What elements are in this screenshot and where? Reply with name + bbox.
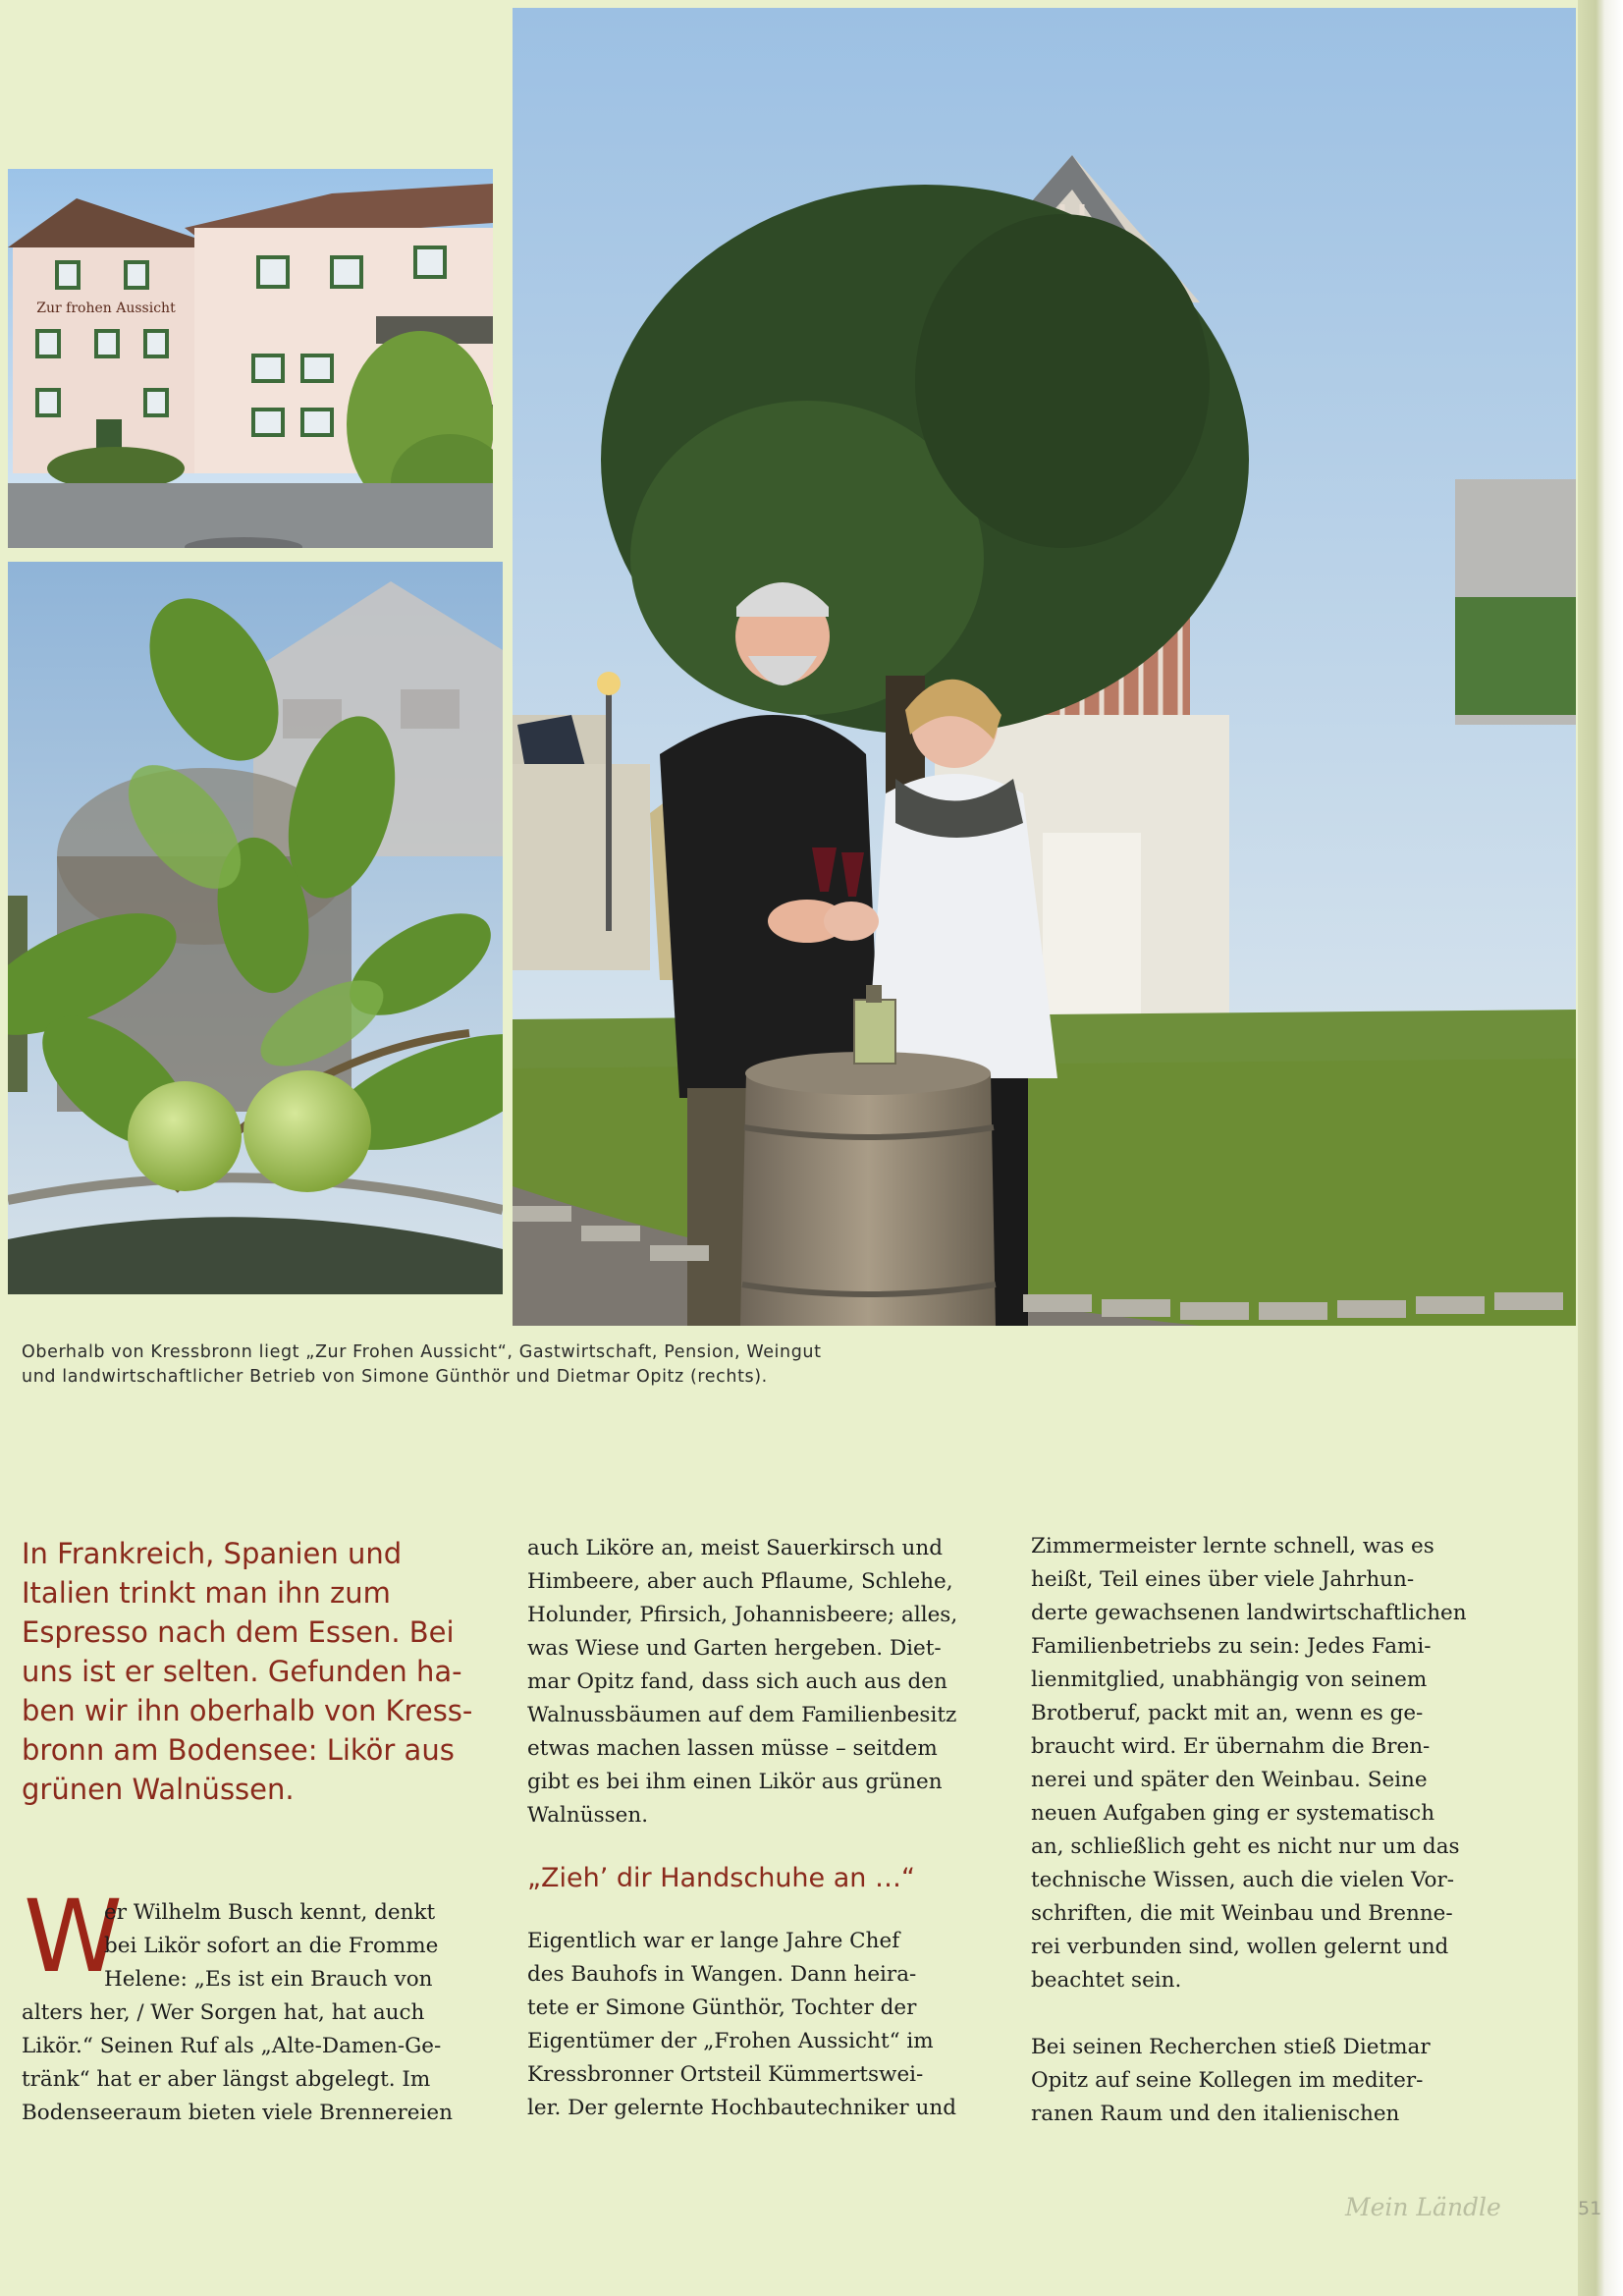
body-line: derte gewachsenen landwirtschaftlichen bbox=[1031, 1601, 1467, 1625]
body-line: schriften, die mit Weinbau und Brenne- bbox=[1031, 1901, 1453, 1926]
body-line: er Wilhelm Busch kennt, denkt bbox=[104, 1900, 436, 1925]
body-line: Kressbronner Ortsteil Kümmertswei- bbox=[527, 2062, 924, 2087]
photo-green-walnuts bbox=[8, 562, 503, 1294]
body-line: neuen Aufgaben ging er systematisch bbox=[1031, 1801, 1435, 1826]
article-column-2-continued bbox=[527, 1925, 999, 2125]
drop-cap: W bbox=[24, 1879, 123, 1995]
body-line: alters her, / Wer Sorgen hat, hat auch bbox=[22, 2000, 425, 2025]
article-column-3 bbox=[1031, 1530, 1522, 2131]
body-line: Zimmermeister lernte schnell, was es bbox=[1031, 1534, 1434, 1558]
body-line: tete er Simone Günthör, Tochter der bbox=[527, 1995, 917, 2020]
body-line: Walnussbäumen auf dem Familienbesitz bbox=[527, 1703, 957, 1727]
body-line: Helene: „Es ist ein Brauch von bbox=[104, 1967, 433, 1992]
section-subheading: „Zieh’ dir Handschuhe an …“ bbox=[527, 1863, 915, 1893]
body-line: an, schließlich geht es nicht nur um das bbox=[1031, 1834, 1460, 1859]
body-line: was Wiese und Garten hergeben. Diet- bbox=[527, 1636, 942, 1661]
intro-line: grünen Walnüssen. bbox=[22, 1773, 295, 1806]
body-line: braucht wird. Er übernahm die Bren- bbox=[1031, 1734, 1431, 1759]
paragraph-gap bbox=[1031, 1997, 1522, 2031]
body-line: Holunder, Pfirsich, Johannisbeere; alles, bbox=[527, 1603, 958, 1627]
intro-line: Italien trinkt man ihn zum bbox=[22, 1576, 391, 1610]
page-edge-shadow bbox=[1578, 0, 1623, 2296]
photo-couple-at-barrel bbox=[513, 8, 1576, 1326]
magazine-logo: Mein Ländle bbox=[1345, 2193, 1501, 2221]
body-line: Bei seinen Recherchen stieß Dietmar bbox=[1031, 2035, 1431, 2059]
article-column-2 bbox=[527, 1532, 999, 1832]
body-line: Familienbetriebs zu sein: Jedes Fami- bbox=[1031, 1634, 1432, 1659]
body-line: heißt, Teil eines über viele Jahrhun- bbox=[1031, 1567, 1415, 1592]
body-line: ler. Der gelernte Hochbautechniker und bbox=[527, 2096, 956, 2120]
body-line: Likör.“ Seinen Ruf als „Alte-Damen-Ge- bbox=[22, 2034, 442, 2058]
caption-line: und landwirtschaftlicher Betrieb von Simone Günthör und Dietmar Opitz (rechts). bbox=[22, 1367, 768, 1387]
intro-line: Espresso nach dem Essen. Bei bbox=[22, 1615, 455, 1649]
body-line: Opitz auf seine Kollegen im mediter- bbox=[1031, 2068, 1424, 2093]
body-line: ranen Raum und den italienischen bbox=[1031, 2102, 1400, 2126]
body-line: bei Likör sofort an die Fromme bbox=[104, 1934, 439, 1958]
body-line: auch Liköre an, meist Sauerkirsch und bbox=[527, 1536, 943, 1560]
caption-line: Oberhalb von Kressbronn liegt „Zur Frohen Aussicht“, Gastwirtschaft, Pension, Weingut bbox=[22, 1342, 822, 1362]
page-number: 51 bbox=[1578, 2198, 1602, 2219]
intro-line: In Frankreich, Spanien und bbox=[22, 1537, 403, 1570]
body-line: lienmitglied, unabhängig von seinem bbox=[1031, 1667, 1428, 1692]
intro-line: ben wir ihn oberhalb von Kress- bbox=[22, 1694, 473, 1727]
intro-line: bronn am Bodensee: Likör aus bbox=[22, 1733, 455, 1767]
body-line: Walnüssen. bbox=[527, 1803, 649, 1828]
body-line: Brotberuf, packt mit an, wenn es ge- bbox=[1031, 1701, 1424, 1725]
body-line: technische Wissen, auch die vielen Vor- bbox=[1031, 1868, 1455, 1892]
intro-lead bbox=[22, 1534, 493, 1809]
article-column-1 bbox=[22, 1896, 493, 2130]
body-line: Eigentümer der „Frohen Aussicht“ im bbox=[527, 2029, 934, 2053]
body-line: des Bauhofs in Wangen. Dann heira- bbox=[527, 1962, 917, 1987]
body-line: beachtet sein. bbox=[1031, 1968, 1182, 1993]
body-line: rei verbunden sind, wollen gelernt und bbox=[1031, 1935, 1449, 1959]
intro-line: uns ist er selten. Gefunden ha- bbox=[22, 1655, 462, 1688]
body-line: mar Opitz fand, dass sich auch aus den bbox=[527, 1669, 947, 1694]
body-line: tränk“ hat er aber längst abgelegt. Im bbox=[22, 2067, 431, 2092]
body-line: gibt es bei ihm einen Likör aus grünen bbox=[527, 1770, 943, 1794]
body-line: nerei und später den Weinbau. Seine bbox=[1031, 1768, 1428, 1792]
body-line: Bodenseeraum bieten viele Brennereien bbox=[22, 2101, 453, 2125]
photo-inn-building bbox=[8, 169, 493, 548]
body-line: Himbeere, aber auch Pflaume, Schlehe, bbox=[527, 1569, 953, 1594]
body-line: Eigentlich war er lange Jahre Chef bbox=[527, 1929, 900, 1953]
inn-sign-text: Zur frohen Aussicht bbox=[36, 301, 176, 316]
photo-caption bbox=[22, 1340, 905, 1390]
body-line: etwas machen lassen müsse – seitdem bbox=[527, 1736, 938, 1761]
